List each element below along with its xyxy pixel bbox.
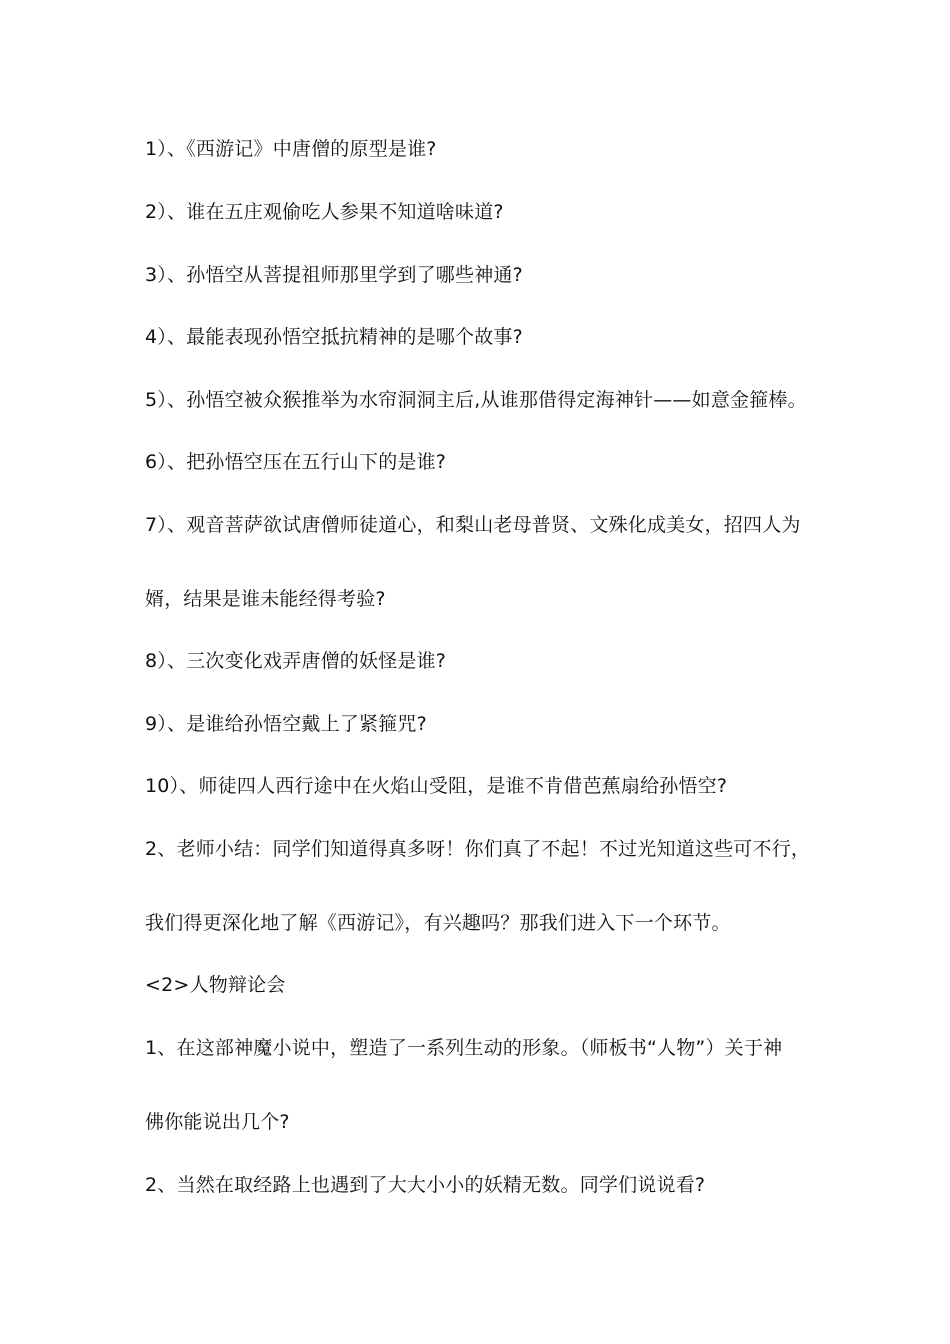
question-9: 9）、是谁给孙悟空戴上了紧箍咒? [145, 713, 427, 735]
item-2: 2、当然在取经路上也遇到了大大小小的妖精无数。同学们说说看? [145, 1174, 706, 1196]
question-2: 2）、谁在五庄观偷吃人参果不知道啥味道? [145, 201, 504, 223]
question-6: 6）、把孙悟空压在五行山下的是谁? [145, 451, 447, 473]
question-7-line-1: 7）、观音菩萨欲试唐僧师徒道心，和梨山老母普贤、文殊化成美女，招四人为 [145, 514, 801, 536]
teacher-summary-line-1: 2、老师小结：同学们知道得真多呀！你们真了不起！不过光知道这些可不行， [145, 838, 811, 860]
question-5: 5）、孙悟空被众猴推举为水帘洞洞主后,从谁那借得定海神针——如意金箍棒。 [145, 389, 807, 411]
section-heading: <2>人物辩论会 [145, 974, 286, 996]
teacher-summary-line-2: 我们得更深化地了解《西游记》，有兴趣吗？那我们进入下一个环节。 [145, 912, 731, 934]
item-1-line-2: 佛你能说出几个? [145, 1111, 290, 1133]
question-3: 3）、孙悟空从菩提祖师那里学到了哪些神通? [145, 264, 523, 286]
question-4: 4）、最能表现孙悟空抵抗精神的是哪个故事? [145, 326, 523, 348]
item-1-line-1: 1、在这部神魔小说中，塑造了一系列生动的形象。（师板书“人物”）关于神 [145, 1037, 783, 1059]
question-8: 8）、三次变化戏弄唐僧的妖怪是谁? [145, 650, 447, 672]
question-7-line-2: 婿，结果是谁未能经得考验? [145, 588, 386, 610]
question-10: 10）、师徒四人西行途中在火焰山受阻，是谁不肯借芭蕉扇给孙悟空? [145, 775, 728, 797]
question-1: 1）、《西游记》中唐僧的原型是谁? [145, 138, 437, 160]
